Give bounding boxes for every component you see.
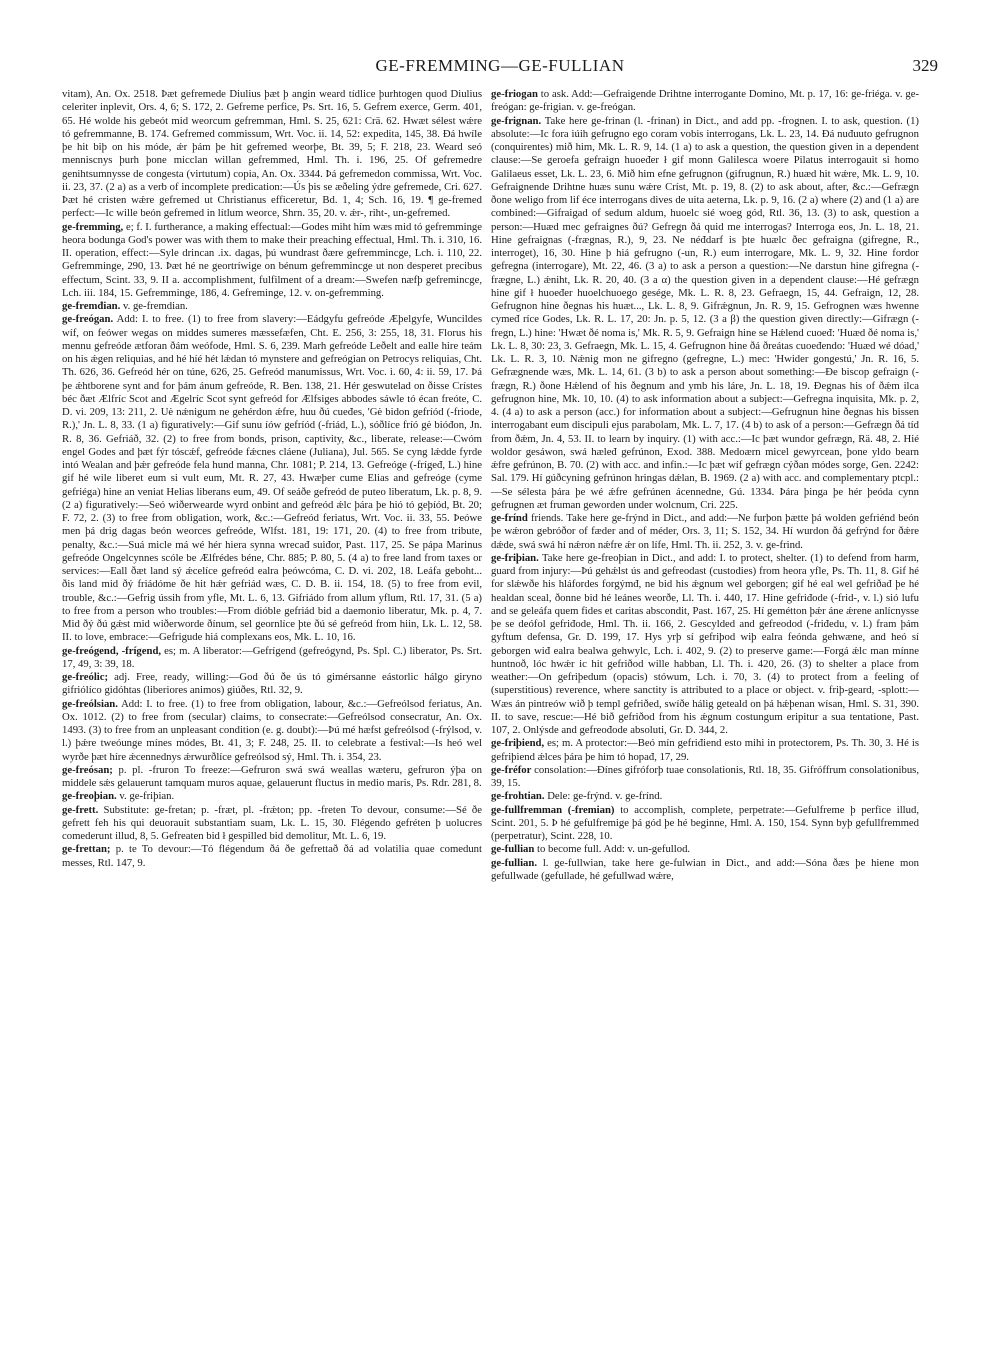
entry-headword: ge-fullfremman (-fremian)	[491, 803, 615, 816]
dictionary-entry	[491, 115, 919, 513]
dictionary-entry	[62, 300, 482, 313]
entry-text: l. ge-fullwian, take here ge-fulwian in Dict., and add:—Sóna ðæs þe hiene mon gefullwade (gefullade, hé gefullwad wǽre,	[491, 856, 920, 882]
entry-text: Add: I. to free. (1) to free from obligation, labour, &c.:—Gefreólsod feriatus, An. Ox. 1012. (2) to free from (secular) claims, to consecrate:—Gefreólsod consecratur, An. Ox. 1493. (3) to free from an unpleasant condition (e. g. doubt):—Þú mé hæfst gefreólsod (-frýlsod, v. l.) þǽre tweóunge mínes módes, Bt. 41, 3; F. 248, 25. II. to celebrate a festival:—Is heó wel wyrðe þæt híre ǽcennednys ǽrwurðlíce gefreólsod sý, Hml. Th. i. 354, 23.	[62, 697, 482, 763]
entry-text: to ask. Add:—Gefraigende Drihtne interrogante Domino, Mt. p. 17, 16: ge-friéga. v. ge-freógan: ge-frigian. v. ge-freógan.	[491, 88, 919, 114]
entry-headword: ge-fréfor	[491, 763, 532, 776]
entry-text: Dele: ge-frýnd. v. ge-frínd.	[547, 790, 663, 803]
entry-headword: ge-frettan;	[62, 843, 111, 856]
dictionary-entry	[62, 698, 482, 764]
page-header	[62, 56, 938, 80]
right-column	[491, 88, 919, 883]
dictionary-entry	[62, 221, 482, 301]
dictionary-entry	[62, 764, 482, 791]
entry-headword: ge-freógend, -frígend,	[62, 644, 162, 657]
dictionary-entry	[491, 857, 919, 884]
entry-text: adj. Free, ready, willing:—God ðú ðe ús tó gimérsanne eástorlic hálgo giryno gifriólíco gidóhtas (liberiores animos) giúðes, Rtl. 32, 9.	[62, 671, 482, 697]
entry-headword: ge-freoþian.	[62, 790, 117, 803]
dictionary-entry	[62, 790, 482, 803]
left-column	[62, 88, 482, 870]
entry-text: Substitute: ge-fretan; p. -fræt, pl. -frǽton; pp. -freten To devour, consume:—Sé ðe gefrett feh his qui deuorauit substantiam suam, Lk. L. 15, 30. Flégendo gefréten þ uolucres comederunt illud, 8, 5. Gefreaten bid ł gespilled bid demolitur, Mt. L. 6, 19.	[62, 803, 483, 842]
entry-headword: ge-fullian.	[491, 856, 538, 869]
dictionary-entry	[491, 737, 919, 764]
entry-text: Add: I. to free. (1) to free from slavery:—Eádgyfu gefreóde Æþelgyfe, Wuncildes wíf, on feówer wegas on middes sumeres mæssefæfen, Cht. E. 256, 3: 255, 18, 31. Florus his mennu gefreóde ætforan ðám weófode, Hml. S. 6, 239. Marh gefreóde Leðelt and ealle hire teám on his ǽgen reliquias, and hé híé hét lǽdan tó mynstere and gefreógian on Petrocys reliquias, Cht. Th. 626, 36. Gefreód hér on túne, 626, 25. Gefreód manumissus, Wrt. Voc. i. 60, 4: ii. 59, 17. Þá þe ǽhtborene synt and for þám ánum gefreóde, R. Ben. 138, 21. Hér geswutelad on ðisse Crístes béc ðæt Ælfríc Scot and Ægelríc Scot synt gefreód for Ælfsiges abbodes sáwle tó écan freóte, C. D. vi. 209, 13: 211, 2. Uė nǽnigum ne gehérdon ǽfre, huu ðú cueđes, 'Gė bidon gefríód (-friode, R.),' Jn. L. 8, 33. (1 a) figuratively:—Gif sunu íów gefríód (-friád, L.), sóðlíce fríó gė bióđon, Jn. R. 8, 36. Gefriáð, 32. (2) to free from bonds, prison, captivity, &c., liberate, release:—Cwóm engel Godes and þæt fýr tóscǽf, gefreóde fǽcnes cláene (Juliana), Jul. 565. Se cyng lǽdde fyrde intó Wealan and þǽr gefreóde fela hund manna, Chr. 1081; P. 214, 13. Gefreóge (-frígeđ, L.) hine gif hé wile liberet eum si vult eum, Mt. R. 27, 43. Hwæþer cume Elias and gefreóge (cyme gefriéga) hine an veniat Helias liberans eum, 49. Of seáðe gefreód de puteo liberatum, Lk. p. 8, 9. (2 a) figuratively:—Seó wiðerwearde wyrd onbint and gefreód ǽlc þára þe hió tó geþíód, Bt. 20; F. 72, 2. (3) to free from obligation, work, &c.:—Gefreód feriatus, Wrt. Voc. ii. 33, 55. Þeówe men þá drig dagas beón weorces gefreóde, Wlfst. 181, 19: 171, 20. (4) to free from tribute, penalty, &c.:—Suá micle má wé hér hiera synna wrecađ suiđor, Past. 117, 25. Se pápa Marinus gefreóde Ongelcynnes scóle be Ælfrédes béne, Chr. 885; P. 80, 5. (4 a) to free land from taxes or services:—Eall ðæt land sý ǽcelíce gefreód ealra þeówcóma, C. D. vi. 202, 18. Leáfa geboht... ðis land mid ðý friádóme ðe hit hǽr gefriád wæs, C. D. B. ii. 154, 18. (5) to free from evil, trouble, &c.:—Gefrig ússih from yfle, Mt. L. 6, 13. Gifriádo from allum yflum, Rtl. 17, 31. (5 a) to free from a person who troubles:—From dióble gefriád bid a daemonio liberatur, Mk. p. 4, 7. Mid ðý ðú gǽst mid wiðerworde ðínum, sel geornlíce þte ðú sé gefreód from hiin, Lk. L. 12, 58. II. to love, embrace:—Gefrigude hiá complexans eos, Mk. L. 10, 16.	[62, 313, 482, 644]
entry-headword: ge-friogan	[491, 88, 538, 100]
dictionary-entry	[491, 764, 919, 791]
dictionary-entry	[491, 552, 919, 738]
entry-text: v. ge-fremdian.	[122, 300, 188, 312]
running-head: GE-FREMMING—GE-FULLIAN	[375, 56, 625, 75]
dictionary-entry	[491, 512, 919, 552]
entry-headword: ge-freólsian.	[62, 697, 118, 710]
dictionary-entry	[62, 88, 482, 221]
entry-text: Take here ge-frinan (l. -frinan) in Dict., and add pp. -frognen. I. to ask, question. (1) absolute:—Ic fora iúih gefrugno ego coram vobis interrogans, Lk. L. 23, 14. Ðá nuđuuto gefrugnon (conquirentes) mið him, Mk. L. R. 9, 14. (1 a) to ask a question, the question given in a dependent clause:—Se geroefa gefraign huoeđer ł gif monn Galilesca woere Pilatus interrogauit si homo Galilaeus esset, Lk. L. 23, 6. Mið him efne gefrugnon (gifrugnun, R.) huæd hit wǽre, Mk. L. 9, 10. Gefraignende Drihtne huæs sunu wǽre Críst, Mt. p. 19, 8. (2) to ask about, after, &c.:—Gefrægn ðone weligo from lif éce interrogans dives de uita aeterna, Lk. p. 9, 16. (2 a) where (2) and (1 a) are combined:—Gifraigad of sedum aldum, huoelc sié woeg gód, Rtl. 36, 13. (3) to ask, question a person:—Huæd mec gefraignes ðú? Gefregn ðá quid me interrogas? Interroga eos, Jn. L. 18, 21. Hine gefraignas (-frægnas, R.), 9, 23. Ne néđdarf is þte huælc ðec gefraigna (gifregne, R., interroget), 16, 30. Hine þ hiá gefrugno (-un, R.) eum interrogare, Mk. L. 9, 32. Hine fordor gefregna (interrogare), Mt. 22, 46. (3 a) to ask a person a question:—Ne darstun hine gifregna (-frægne, L.) ǽniht, Lk. R. 20, 40. (3 a α) the question given in a dependent clause:—Hé gefrægn hine gif ł huoeđer huoelchuoego gesége, Mk. L. R. 8, 23. Gefraegn, 15, 44. Gefraign, 12, 28. Gefrugnon hine ðegnas his huæt..., Lk. L. 8, 9. Gifrǽgnun, Jn. R. 9, 15. Gefrognen wæs hwenne cymeđ ríce Godes, Lk. R. L. 17, 20: Jn. p. 5, 12. (3 a β) the question given directly:—Gifrægn (-fregn, L.) hine: 'Hwæt ðé noma is,' Mk. R. 5, 9. Gefraign hine se Hǽlend cuoeđ: 'Huæd ðé noma is,' Lk. L. 8, 30: 23, 3. Gefraegn, Mk. L. 15, 4. Gefrugnon hine ðá ðreátas cuoeđendo: 'Huæd wé dóad,' Lk. L. R. 3, 10. Nǽnig mon ne gifregno (gefregne, L.) mec: 'Hwider gongestú,' Jn. R. 16, 5. Gefrægnende wæs, Mk. L. 14, 61. (3 b) to ask a person about something:—Đe biscop gefraign (-frægn, R.) ðone Hǽlend of his ðegnum and ymb his láre, Jn. L. 18, 19. Ðegnas his of ðǽm ilca gefrugnon hine, Mk. 10, 10. (4) to ask information about a subject:—Gefregna inquisita, Mk. p. 2, 4. (4 a) to ask a person (acc.) for information about a subject:—Gefrugnun hine ðegnas his bissen interrogabant eum discipuli ejus parabolam, Mk. L. 7, 17. (4 b) to ask of a person:—Gefrægn ðá tíd from ðǽm, Jn. 4, 53. II. to learn by inquiry. (1) with acc.:—Ic þæt wundor gefrægn, Rä. 48, 2. Hié woldor gesáwon, swá hæleđ gefrúnon, Exod. 388. Medoærn micel gewyrcean, þone yldo bearn ǽfre gefrúnon, B. 70. (2) with acc. and infin.:—Ic þæt wíf gefrægn cýðan módes sorge, Gen. 2242: Sal. 179. Hí gúðcyning gefrúnon hringas dǽlan, B. 1969. (2 a) with acc. and complementary ptcpl.:—Se sélesta þára þe wé ǽfre gefrúnen ácennedne, Gú. 1334. Þára þinga þe hér þeóda cynn gefrugnen æt fruman geworden under wolcnum, Cri. 225.	[491, 114, 919, 511]
entry-headword: ge-frohtian.	[491, 790, 545, 803]
entry-text: to become full. Add: v. un-gefullod.	[537, 843, 691, 856]
entry-text: consolation:—Ðínes gifróforþ tuae consolationis, Rtl. 18, 35. Gifróffrum consolationibus, 39, 15.	[491, 763, 920, 789]
entry-text: vitam), An. Ox. 2518. Þæt gefremede Diulius þæt þ angin weard tídlice þurhtogen quod Diulius celeriter inplevit, Ors. 4, 6; S. 172, 2. Gefreme perfice, Ps. Srt. 16, 5. Gefrem exerce, Germ. 401, 65. Hé wolde his gebeót mid weorcum gefremman, Hml. S. 25, 621: Crä. 62. Hwæt sélest wǽre tó gefremmanne, B. 174. Gefremed commissum, Wrt. Voc. ii. 14, 52: expedita, 145, 38. Ðá hwíle þe hit biþ on his móde, ǽr þám þe hit gefremed weorþe, Bt. 39, 5; F. 218, 23. Weard seó menniscnys þurh þone micclan willan gefremmed, Hml. Th. i. 196, 25. Of gefremedre genihtsumnysse de congesta (virtutum) copia, An. Ox. 3344. Þá gefremedon commissa, Wrt. Voc. ii. 23, 37. (2 a) as a verb of incomplete predication:—Ús þis se æðeling ýdre gefremede, Cri. 627. Þæt hé cristen wǽre gefremed ut Christianus efficeretur, Bd. 1, 4; Sch. 16, 19. ¶ ge-fremed perfect:—Ic wille beón gefremed in lítlum weorce, Shrn. 35, 20. v. ǽr-, riht-, un-gefremed.	[62, 88, 482, 220]
dictionary-entry	[491, 843, 919, 856]
dictionary-entry	[62, 313, 482, 644]
entry-headword: ge-fullian	[491, 843, 535, 856]
entry-text: to accomplish, complete, perpetrate:—Gefulfreme þ perfice illud, Scint. 201, 5. Þ hé gefulfremige þá gód þe hé beginne, Hml. A. 150, 154. Synn byþ gefullfremmed (perpetratur), Scint. 228, 10.	[491, 803, 919, 842]
entry-headword: ge-freógan.	[62, 313, 114, 326]
dictionary-entry	[62, 843, 482, 870]
entry-text: es; m. A protector:—Beó mín gefriđiend esto mihi in protectorem, Ps. Th. 30, 3. Hé is gefriþiend ǽlces þára þe him tó hopađ, 17, 29.	[491, 737, 919, 763]
entry-headword: ge-friþiend,	[491, 737, 545, 750]
entry-headword: ge-fremming,	[62, 220, 124, 233]
entry-text: Take here ge-freoþian in Dict., and add: I. to protect, shelter. (1) to defend from harm, guard from injury:—Þú gehǽlst ús and gefreodast (custodies) from heora yfle, Ps. Th. 11, 8. Gif hé for slǽwðe his hláfordes forgýmđ, ne bid his ǽgnum wel geborgen; gif hé eal wel gefriðađ þe hé healdan sceal, ðonne bid hé leánes weorðe, Ll. Th. i. 440, 17. Hine gefriđode (-frid-, v. l.) sió lufu and se geleáfa quem fides et caritas abscondit, Past. 167, 25. Hí gemétton þǽr áne ǽrene anlícnysse þe se deófol gefriđode, Hml. Th. ii. 166, 2. Gescylded and gefreodod (-friđedu, v. l.) fram þám gyftum defensa, Gr. D. 199, 17. Hys yrþ sí gefriþod wiþ ealra feónda gehwæne, and heó sí geborgen wiđ ealra bealwa gehwylc, Lch. i. 402, 9. (2) to preserve game:—Forgá ǽlc man mínne huntnoð, lóc hwǽr ic hit gefriðod wille habban, Ll. Th. i. 420, 26. (3) to shelter a place from weather:—On gefriþedum (opacis) stówum, Lch. i. 70, 3. (4) to protect from a feeling of (superstitious) reverence, where sanctity is attributed to a place or object. v. friþ-geard, -splott:—Wæs án pintreów wið þ templ gefriðed, swíðe hálig geteald on þá hǽþenan wísan, Hml. S. 31, 390. II. to save, rescue:—Hé bið gefriðod from his ǽgnum costungum eripitur a sua tentatione, Past. 107, 2. Onlýsde and gefreođode absoluti, Gr. D. 344, 2.	[491, 551, 919, 736]
entry-text: e; f. I. furtherance, a making effectual:—Godes miht hím wæs mid tó gefremminge heora bodunga God's power was with them to make their preaching effectual, Hml. Th. i. 310, 16. II. operation, effect:—Syle drincan .ix. dagas, þú wundrast ðære gefremmincge, Lch. i. 110, 22. Gefremminge, 290, 13. Þæt hé ne geortríwige on bénum gefremmincge ut non desperet precibus effectum, Scint. 33, 9. II a. accomplishment, fulfilment of a dream:—Swefen næfþ gefremincge, Lch. iii. 184, 15. Gefremminge, 186, 4. Gefreminge, 12. v. on-gefremming.	[62, 220, 483, 299]
entry-headword: ge-frett.	[62, 803, 99, 816]
dictionary-entry	[491, 804, 919, 844]
entry-text: es; m. A liberator:—Gefrígend (gefreógynd, Ps. Spl. C.) liberator, Ps. Srt. 17, 49, 3: 39, 18.	[62, 644, 482, 670]
entry-text: friends. Take here ge-frýnd in Dict., and add:—Ne furþon þætte þá wolden gefriénd beón þe wǽron gebróðor of fæder and of méder, Ors. 3, 11; S. 152, 34. Hí wurdon ðá gefrýnd for ðǽre dǽde, swá swá hí nǽron nǽfre ǽr on lífe, Hml. Th. ii. 252, 3. v. ge-frind.	[491, 512, 919, 551]
page-number: 329	[912, 56, 938, 75]
entry-headword: ge-freólic;	[62, 671, 109, 683]
entry-headword: ge-frignan.	[491, 114, 542, 127]
dictionary-entry	[62, 645, 482, 672]
entry-text: v. ge-friþian.	[119, 790, 175, 803]
dictionary-entry	[62, 671, 482, 698]
entry-headword: ge-friþian.	[491, 551, 539, 564]
entry-headword: ge-fremđian.	[62, 300, 121, 312]
entry-text: p. te To devour:—Tó flégendum ðá ðe gefrettað ðá ad volatilia quae comedunt messes, Rtl. 147, 9.	[62, 843, 482, 869]
dictionary-entry	[491, 88, 919, 115]
dictionary-entry	[491, 790, 919, 803]
entry-headword: ge-frínd	[491, 512, 528, 524]
entry-headword: ge-freósan;	[62, 763, 113, 776]
dictionary-entry	[62, 804, 482, 844]
entry-text: p. pl. -fruron To freeze:—Gefruron swá swá weallas wæteru, gefruron ýþa on middele sǽs gelauerunt tamquam muros aquae, gelauerunt fluctus in medio maris, Ps. Rdr. 281, 8.	[62, 763, 482, 789]
